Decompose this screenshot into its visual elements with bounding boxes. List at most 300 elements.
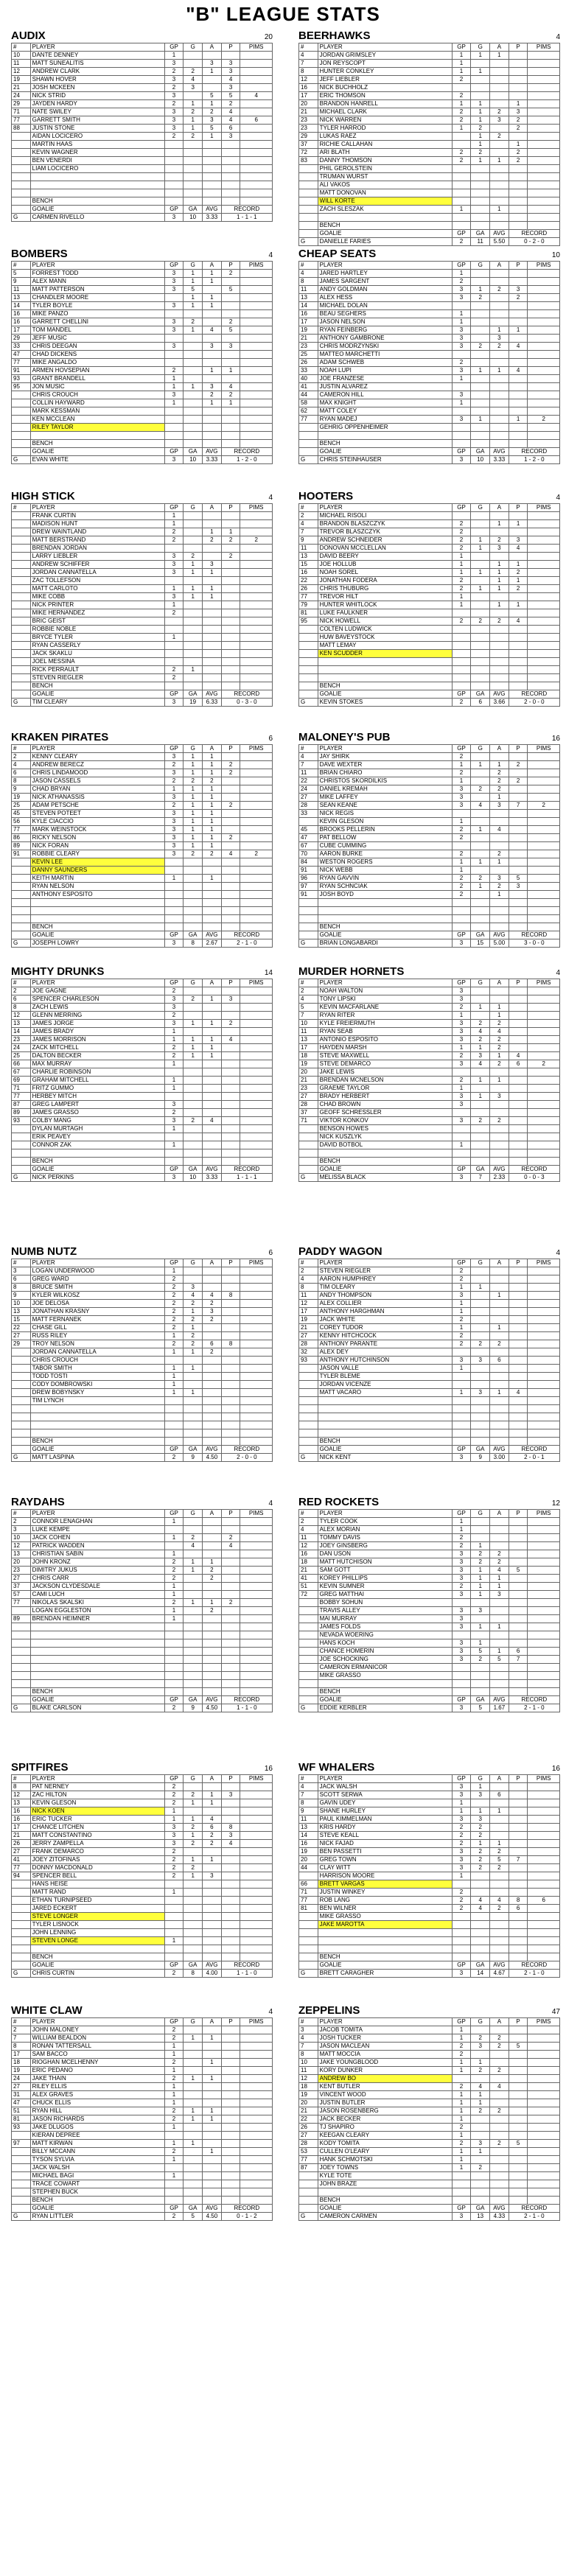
player-name: JARED HARTLEY: [318, 270, 452, 278]
player-name: JUSTIN STONE: [30, 125, 164, 133]
stat-cell: [490, 1348, 509, 1357]
player-number: [299, 1672, 318, 1680]
goalie-ga: 8: [184, 939, 203, 948]
stat-cell: [490, 1397, 509, 1405]
player-name: NOAH WALTON: [318, 987, 452, 995]
col-num: #: [299, 2018, 318, 2026]
stat-cell: [509, 359, 528, 367]
stat-cell: 2: [164, 1783, 184, 1791]
team-stats-table: [298, 43, 560, 246]
player-name: [318, 1680, 452, 1688]
stat-cell: [452, 351, 471, 359]
player-number: 5: [299, 1004, 318, 1012]
col-player: PLAYER: [30, 262, 164, 270]
goalie-avg: 2.67: [203, 939, 222, 948]
player-row: [299, 1133, 560, 1141]
col-pims: PIMS: [528, 262, 560, 270]
stat-cell: [471, 1672, 490, 1680]
player-number: [12, 585, 31, 593]
pims-cell: [240, 343, 273, 351]
player-number: 21: [299, 2107, 318, 2115]
stat-cell: [203, 1583, 222, 1591]
player-row: [299, 650, 560, 658]
stat-cell: [471, 1913, 490, 1921]
player-number: [12, 1880, 31, 1889]
player-number: 94: [12, 1872, 31, 1880]
player-name: MICHAEL CLARK: [318, 108, 452, 116]
stat-cell: [221, 899, 240, 907]
stat-cell: 1: [490, 1648, 509, 1656]
stat-cell: [203, 52, 222, 60]
stat-cell: [221, 1799, 240, 1807]
col-avg: AVG: [203, 2205, 222, 2213]
stat-cell: [490, 1413, 509, 1421]
pims-cell: [240, 1542, 273, 1550]
stat-cell: [471, 214, 490, 222]
stat-cell: 4: [471, 1028, 490, 1036]
stat-cell: 3: [203, 343, 222, 351]
stat-cell: [221, 173, 240, 181]
player-number: [12, 189, 31, 197]
player-row: [299, 658, 560, 666]
stat-cell: [203, 351, 222, 359]
stat-cell: 2: [490, 769, 509, 777]
stat-cell: [509, 1631, 528, 1639]
player-row: [12, 1921, 273, 1929]
pims-cell: [240, 1077, 273, 1085]
player-row: [299, 907, 560, 915]
stat-cell: 1: [184, 842, 203, 850]
goalie-row: [12, 214, 273, 222]
player-row: [299, 1897, 560, 1905]
player-number: [12, 601, 31, 609]
player-row: [299, 577, 560, 585]
stat-cell: 2: [490, 108, 509, 116]
pims-cell: [528, 1332, 560, 1340]
player-number: [12, 666, 31, 674]
stat-cell: [184, 1807, 203, 1816]
stat-cell: 3: [452, 1856, 471, 1864]
player-row: [12, 2107, 273, 2115]
stat-cell: 4: [509, 545, 528, 553]
stat-cell: [509, 593, 528, 601]
stat-cell: [471, 1421, 490, 1429]
player-row: [12, 2099, 273, 2107]
col-gp: GP: [164, 745, 184, 753]
stat-cell: [471, 359, 490, 367]
stat-cell: 1: [471, 1807, 490, 1816]
stat-cell: [164, 907, 184, 915]
stat-cell: [184, 165, 203, 173]
player-name: NICK REGIS: [318, 810, 452, 818]
pims-cell: [240, 1093, 273, 1101]
player-row: [12, 1824, 273, 1832]
stat-cell: [490, 2059, 509, 2067]
stat-cell: [221, 2091, 240, 2099]
pims-cell: [240, 1316, 273, 1324]
player-name: KEN MCCLEAN: [30, 416, 164, 424]
stat-cell: [509, 1004, 528, 1012]
stat-cell: [509, 181, 528, 189]
stat-cell: [203, 2188, 222, 2197]
player-number: 22: [299, 2115, 318, 2124]
stat-cell: 2: [221, 536, 240, 545]
pims-cell: [240, 1583, 273, 1591]
pims-cell: [240, 1840, 273, 1848]
stat-cell: [221, 2051, 240, 2059]
player-number: 87: [12, 1101, 31, 1109]
stat-cell: 3: [452, 1101, 471, 1109]
player-name: BROOKS PELLERIN: [318, 826, 452, 834]
bench-row: [12, 1688, 273, 1696]
stat-cell: [184, 915, 203, 923]
player-name: MAX KNIGHT: [318, 399, 452, 407]
player-name: MATTEO MARCHETTI: [318, 351, 452, 359]
player-name: BEAU SEGHERS: [318, 310, 452, 318]
pims-cell: [528, 617, 560, 626]
col-num: #: [299, 745, 318, 753]
player-number: [12, 424, 31, 432]
team-stats-table: [298, 1774, 560, 1978]
stat-cell: 1: [203, 278, 222, 286]
player-name: NICK ATHANASSIS: [30, 794, 164, 802]
player-row: [299, 1373, 560, 1381]
stat-cell: [184, 335, 203, 343]
player-name: CAMERON HILL: [318, 391, 452, 399]
pims-cell: [240, 617, 273, 626]
player-name: [318, 658, 452, 666]
stat-cell: [452, 1421, 471, 1429]
stat-cell: [164, 883, 184, 891]
stat-cell: [509, 1575, 528, 1583]
stat-cell: [221, 2172, 240, 2180]
player-number: 23: [299, 125, 318, 133]
stat-cell: [490, 1429, 509, 1438]
player-name: JERRY ZAMPELLA: [30, 1840, 164, 1848]
pims-cell: [240, 1275, 273, 1284]
player-number: [12, 2172, 31, 2180]
stat-cell: [164, 157, 184, 165]
stat-cell: 2: [509, 761, 528, 769]
team-red-rockets: [298, 1494, 560, 1712]
pims-cell: [528, 553, 560, 561]
stat-cell: [221, 642, 240, 650]
stat-cell: 1: [471, 1591, 490, 1599]
stat-cell: [490, 1824, 509, 1832]
pims-cell: [240, 609, 273, 617]
pims-cell: [528, 100, 560, 108]
stat-cell: [471, 1348, 490, 1357]
pims-cell: [528, 785, 560, 794]
player-row: [12, 343, 273, 351]
stat-cell: [452, 899, 471, 907]
pims-cell: [528, 1848, 560, 1856]
goalie-label: GOALIE: [318, 2205, 452, 2213]
player-number: [299, 1133, 318, 1141]
stat-cell: [471, 1068, 490, 1077]
stat-cell: [164, 2188, 184, 2197]
stat-cell: [471, 318, 490, 326]
stat-cell: [490, 2164, 509, 2172]
player-row: [299, 108, 560, 116]
team-points: 6: [268, 1249, 273, 1257]
player-row: [299, 875, 560, 883]
stat-cell: 2: [490, 2140, 509, 2148]
player-name: MATT RAND: [30, 1889, 164, 1897]
stat-cell: [203, 1631, 222, 1639]
stat-cell: [221, 634, 240, 642]
pims-cell: [240, 2188, 273, 2197]
player-number: 27: [299, 794, 318, 802]
goalie-gp: 3: [452, 456, 471, 464]
goalie-pos: G: [299, 456, 318, 464]
player-name: JOHN BRAZE: [318, 2180, 452, 2188]
player-name: [318, 1945, 452, 1953]
player-name: JASON NELSON: [318, 318, 452, 326]
player-row: [299, 2075, 560, 2083]
stat-cell: [490, 424, 509, 432]
player-row: [299, 1101, 560, 1109]
stat-cell: [203, 1101, 222, 1109]
player-row: [299, 867, 560, 875]
stat-cell: [164, 1631, 184, 1639]
pims-cell: [528, 1599, 560, 1607]
player-number: 14: [299, 1832, 318, 1840]
pims-cell: [240, 777, 273, 785]
pims-cell: [240, 2156, 273, 2164]
player-name: NATE SWILEY: [30, 108, 164, 116]
player-number: [299, 907, 318, 915]
stat-cell: [164, 141, 184, 149]
stat-cell: [221, 1373, 240, 1381]
player-row: [299, 1292, 560, 1300]
stat-cell: [490, 1373, 509, 1381]
stat-cell: 2: [221, 761, 240, 769]
player-number: [12, 1421, 31, 1429]
stat-cell: [184, 1631, 203, 1639]
stat-cell: 2: [490, 850, 509, 858]
stat-cell: [490, 1125, 509, 1133]
team-points: 4: [268, 1499, 273, 1508]
stat-cell: 1: [471, 108, 490, 116]
stat-cell: 1: [184, 561, 203, 569]
player-name: LIAM LOCICERO: [30, 165, 164, 173]
stat-cell: [509, 278, 528, 286]
stat-cell: [203, 1623, 222, 1631]
stat-cell: [471, 1292, 490, 1300]
pims-cell: 2: [528, 1060, 560, 1068]
stat-cell: 1: [164, 2091, 184, 2099]
pims-cell: [528, 1292, 560, 1300]
stat-cell: [490, 1133, 509, 1141]
goalie-gp: 3: [452, 1174, 471, 1182]
stat-cell: [184, 1929, 203, 1937]
pims-cell: [528, 626, 560, 634]
stat-cell: 3: [164, 593, 184, 601]
stat-cell: 2: [164, 1300, 184, 1308]
pims-cell: [528, 149, 560, 157]
stat-cell: 5: [509, 2043, 528, 2051]
goalie-pos: G: [12, 1970, 31, 1978]
stat-cell: [471, 995, 490, 1004]
stat-cell: 2: [471, 785, 490, 794]
pims-cell: [240, 1550, 273, 1558]
player-name: NICK BUCHHOLZ: [318, 84, 452, 92]
stat-cell: [509, 1028, 528, 1036]
stat-cell: 2: [164, 1575, 184, 1583]
stat-cell: 1: [164, 1060, 184, 1068]
stat-cell: 2: [471, 125, 490, 133]
player-row: [12, 2180, 273, 2188]
player-name: [318, 1413, 452, 1421]
stat-cell: 3: [452, 785, 471, 794]
stat-cell: 1: [164, 2067, 184, 2075]
stat-cell: [471, 818, 490, 826]
stat-cell: [221, 2124, 240, 2132]
pims-cell: [528, 1316, 560, 1324]
pims-cell: [528, 1856, 560, 1864]
stat-cell: [203, 432, 222, 440]
player-number: [12, 1937, 31, 1945]
player-number: 22: [299, 577, 318, 585]
col-a: A: [490, 262, 509, 270]
player-number: [12, 626, 31, 634]
stat-cell: [221, 1816, 240, 1824]
stat-cell: [452, 1599, 471, 1607]
player-name: TREVOR HILT: [318, 593, 452, 601]
stat-cell: [471, 1373, 490, 1381]
stat-cell: [221, 2059, 240, 2067]
player-name: CONNOR ZAK: [30, 1141, 164, 1149]
stat-cell: 3: [452, 367, 471, 375]
player-number: 28: [299, 1101, 318, 1109]
stat-cell: [452, 165, 471, 173]
stat-cell: [221, 1093, 240, 1101]
stat-cell: 1: [203, 1791, 222, 1799]
player-number: 17: [299, 1044, 318, 1052]
header-row: [12, 43, 273, 52]
stat-cell: 1: [452, 52, 471, 60]
stat-cell: 6: [509, 1905, 528, 1913]
stat-cell: [184, 359, 203, 367]
team-name: ZEPPELINS: [298, 2004, 360, 2017]
stat-cell: 1: [471, 367, 490, 375]
player-number: 33: [12, 343, 31, 351]
player-name: MADISON HUNT: [30, 520, 164, 528]
stat-cell: [490, 609, 509, 617]
stat-cell: 1: [164, 1937, 184, 1945]
player-row: [299, 165, 560, 173]
col-p: P: [221, 504, 240, 512]
pims-cell: [528, 1615, 560, 1623]
player-row: [12, 794, 273, 802]
stat-cell: [221, 842, 240, 850]
player-number: [299, 189, 318, 197]
col-gp: GP: [452, 979, 471, 987]
stat-cell: 3: [490, 1591, 509, 1599]
player-row: [299, 1397, 560, 1405]
stat-cell: [452, 674, 471, 682]
col-record: RECORD: [221, 1446, 272, 1454]
stat-cell: 4: [203, 1117, 222, 1125]
player-number: 66: [12, 1060, 31, 1068]
stat-cell: 1: [164, 52, 184, 60]
pims-cell: [528, 1340, 560, 1348]
player-number: 2: [12, 2026, 31, 2034]
player-name: ZAC TOLLEFSON: [30, 577, 164, 585]
stat-cell: 1: [184, 1389, 203, 1397]
stat-cell: 2: [452, 2051, 471, 2059]
pims-cell: [528, 1799, 560, 1807]
player-number: 16: [12, 318, 31, 326]
stat-cell: 1: [452, 2156, 471, 2164]
stat-cell: 3: [164, 108, 184, 116]
player-name: KORY DUNKER: [318, 2067, 452, 2075]
stat-cell: 1: [164, 2156, 184, 2164]
col-avg: AVG: [203, 931, 222, 939]
player-row: [12, 1807, 273, 1816]
player-row: [299, 1340, 560, 1348]
pims-cell: [240, 1872, 273, 1880]
stat-cell: [509, 642, 528, 650]
col-avg: AVG: [490, 448, 509, 456]
stat-cell: 3: [164, 343, 184, 351]
stat-cell: [221, 165, 240, 173]
stat-cell: 1: [452, 2034, 471, 2043]
goalie-row: [12, 1704, 273, 1712]
stat-cell: 2: [164, 2107, 184, 2115]
stat-cell: [509, 68, 528, 76]
stat-cell: [471, 302, 490, 310]
col-num: #: [299, 1259, 318, 1267]
player-number: [299, 818, 318, 826]
col-gp: GP: [452, 2018, 471, 2026]
stat-cell: [509, 2107, 528, 2115]
player-number: 16: [299, 1840, 318, 1848]
player-name: CHRIS MODRZYNSKI: [318, 343, 452, 351]
team-points: 4: [556, 1249, 560, 1257]
stat-cell: [509, 818, 528, 826]
player-row: [12, 1558, 273, 1567]
stat-cell: [509, 834, 528, 842]
player-number: [299, 1141, 318, 1149]
stat-cell: [203, 1028, 222, 1036]
pims-cell: [240, 1357, 273, 1365]
player-number: [12, 2156, 31, 2164]
player-name: NIKOLAS SKALSKI: [30, 1599, 164, 1607]
player-row: [299, 1945, 560, 1953]
stat-cell: [452, 1937, 471, 1945]
player-row: [12, 2083, 273, 2091]
stat-cell: [221, 1028, 240, 1036]
stat-cell: 3: [471, 2140, 490, 2148]
stat-cell: 1: [490, 1324, 509, 1332]
stat-cell: [509, 1413, 528, 1421]
bench-row: [299, 682, 560, 690]
player-name: ALEX MANN: [30, 278, 164, 286]
player-name: [318, 1929, 452, 1937]
stat-cell: [509, 609, 528, 617]
player-row: [12, 1357, 273, 1365]
stat-cell: [221, 785, 240, 794]
player-row: [299, 569, 560, 577]
goalie-name: CAMERON CARMEN: [318, 2213, 452, 2221]
stat-cell: 1: [452, 1365, 471, 1373]
pims-cell: [528, 1149, 560, 1158]
stat-cell: 2: [164, 68, 184, 76]
stat-cell: 1: [184, 1872, 203, 1880]
pims-cell: [240, 1044, 273, 1052]
